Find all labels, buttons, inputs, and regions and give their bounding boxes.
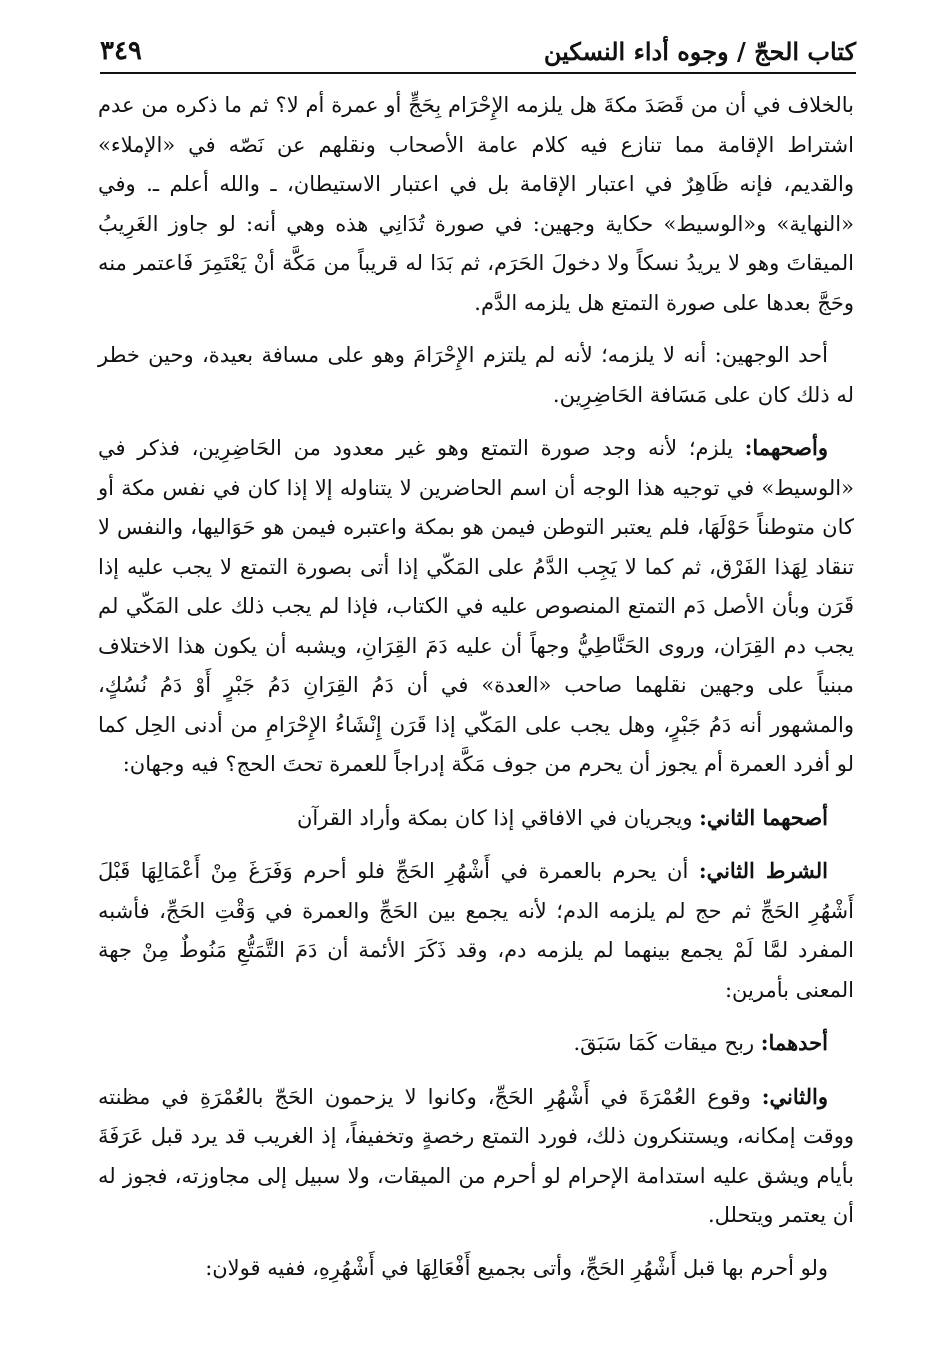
paragraph-lead: أصحهما الثاني: xyxy=(699,804,828,830)
paragraph-text: أحد الوجهين: أنه لا يلزمه؛ لأنه لم يلتزم الإِحْرَامَ وهو على مسافة بعيدة، وحين خطر له ذلك كان على مَسَافة الحَاضِرِين. xyxy=(98,343,854,407)
paragraph-lead: الشرط الثاني: xyxy=(698,858,828,883)
main-text xyxy=(98,86,854,1301)
running-header xyxy=(100,30,856,74)
paragraph-7 xyxy=(98,1077,854,1236)
paragraph-2 xyxy=(98,336,854,415)
paragraph-text: يلزم؛ لأنه وجد صورة التمتع وهو غير معدود من الحَاضِرِين، فذكر في «الوسيط» في توجيه هذا الوجه أن اسم الحاضرين لا يتناوله إلا إذا كان في نفس مكة أو كان متوطناً حَوْلَهَا، فلم يعتبر التوطن فيمن هو بمكة واعتبره فيمن هو حَوَاليها، والنفس لا تنقاد لِهَذا الفَرْق، ثم كما لا يَجِب الدَّمُ على المَكّي إذا أتى بصورة التمتع لا يجب عليه إذا قَرَن وبأن الأصل دَم التمتع المنصوص عليه في الكتاب، فإذا لم يجب ذلك على المَكّي لم يجب دم القِرَان، وروى الحَنَّاطِيُّ وجهاً أن عليه دَمَ القِرَانِ، ويشبه أن يكون هذا الاختلاف مبنياً على وجهين نقلهما صاحب «العدة» في أن دَمُ القِرَانِ دَمُ جَبْرٍ أَوْ دَمُ نُسُكٍ، والمشهور أنه دَمُ جَبْرٍ، وهل يجب على المَكّي إذا قَرَن إِنْشَاءُ الإِحْرَامِ من أدنى الحِل كما لو أفرد العمرة أم يجوز أن يحرم من جوف مَكَّة إدراجاً للعمرة تحتَ الحج؟ فيه وجهان: xyxy=(98,436,854,776)
page-number: ٣٤٩ xyxy=(100,36,142,66)
paragraph-5 xyxy=(98,851,854,1010)
paragraph-text: ربح ميقات كَمَا سَبَقَ. xyxy=(573,1031,761,1055)
paragraph-6 xyxy=(98,1023,854,1064)
paragraph-lead: أحدهما: xyxy=(760,1030,828,1055)
paragraph-text: أن يحرم بالعمرة في أَشْهُرِ الحَجِّ فلو أحرم وَفَرَغَ مِنْ أَعْمَالِهَا قَبْلَ أَشْهُرِ الحَجِّ ثم حج لم يلزمه الدم؛ لأنه يجمع بين الحَجِّ والعمرة في وَقْتِ الحَجِّ، فأشبه المفرد لمَّا لَمْ يجمع بينهما لم يلزمه دم، وقد ذَكَرَ الأئمة أن دَمَ التَّمَتُّعِ مَنُوطٌ مِنْ جهة المعنى بأمرين: xyxy=(98,859,854,1002)
paragraph-1 xyxy=(98,86,854,323)
paragraph-4 xyxy=(98,798,854,839)
paragraph-8 xyxy=(98,1249,854,1289)
paragraph-text: ولو أحرم بها قبل أَشْهُرِ الحَجِّ، وأتى بجميع أَفْعَالِهَا في أَشْهُرِهِ، ففيه قولان: xyxy=(205,1255,828,1280)
paragraph-3 xyxy=(98,428,854,785)
paragraph-text: وقوع العُمْرَةَ في أَشْهُرِ الحَجِّ، وكانوا لا يزحمون الحَجّ بالعُمْرَةِ في مظنته ووقت إمكانه، ويستنكرون ذلك، فورد التمتع رخصةٍ وتخفيفاً، إذ الغريب قد يرد قبل عَرَفَةَ بأيام ويشق عليه استدامة الإحرام لو أحرم من الميقات، ولا سبيل إلى مجاوزته، فجوز له أن يعتمر ويتحلل. xyxy=(98,1084,854,1227)
paragraph-text: بالخلاف في أن من قَصَدَ مكةَ هل يلزمه الإِحْرَام بِحَجٍّ أو عمرة أم لا؟ ثم ما ذكره من عدم اشتراط الإقامة مما تنازع فيه كلام عامة الأصحاب ونقلهم عن نَصّه في «الإملاء» والقديم، فإنه ظَاهِرٌ في اعتبار الإقامة بل في اعتبار الاستيطان، ـ والله أعلم ـ. وفي «النهاية» و«الوسيط» حكاية وجهين: في صورة تُدَانِي هذه وهي أنه: لو جاوز الغَرِيبُ الميقاتَ وهو لا يريدُ نسكاً ولا دخولَ الحَرَم، ثم بَدَا له قريباً من مَكَّة أنْ يَعْتَمِرَ فَاعتمر منه وحَجَّ بعدها على صورة التمتع هل يلزمه الدَّم. xyxy=(98,93,854,315)
paragraph-lead: وأصحهما: xyxy=(744,435,828,460)
paragraph-lead: والثاني: xyxy=(761,1083,828,1109)
paragraph-text: ويجريان في الافاقي إذا كان بمكة وأراد القرآن xyxy=(296,805,700,830)
chapter-title: كتاب الحجّ / وجوه أداء النسكين xyxy=(543,36,856,66)
